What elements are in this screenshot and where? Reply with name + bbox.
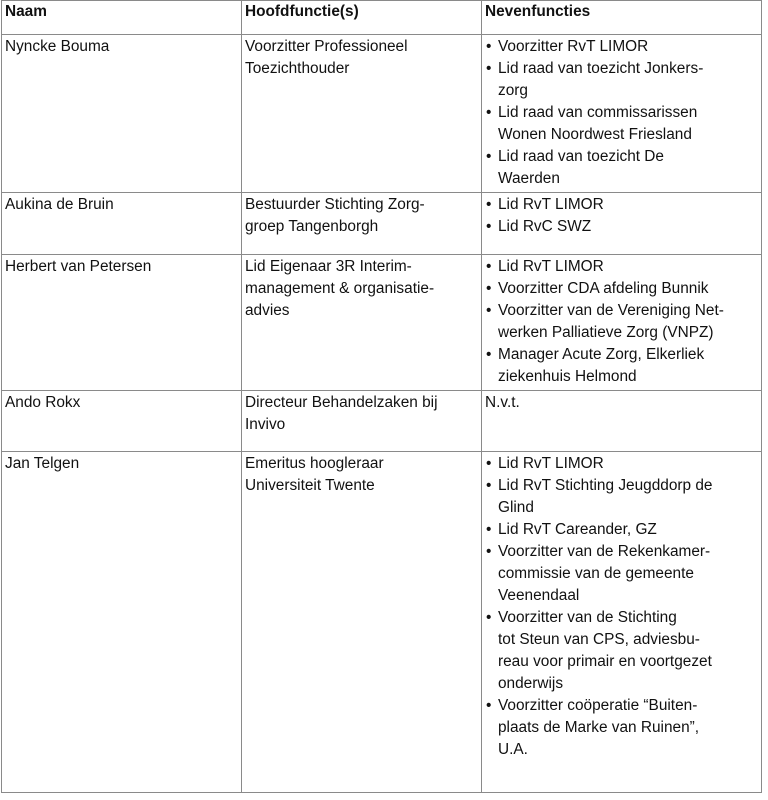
side-functions-list	[485, 36, 759, 190]
list-item: • Lid raad van toezicht Jonkers- zorg	[485, 58, 759, 102]
main-function-cell: Bestuurder Stichting Zorg- groep Tangenborgh	[242, 193, 482, 255]
main-function-cell: Directeur Behandelzaken bij Invivo	[242, 391, 482, 452]
table-row	[2, 35, 762, 193]
list-item: • Voorzitter coöperatie “Buiten- plaats de Marke van Ruinen”, U.A.	[485, 695, 759, 761]
main-function-cell: Emeritus hoogleraar Universiteit Twente	[242, 452, 482, 793]
list-item: • Lid RvC SWZ	[485, 216, 759, 238]
list-item: • Voorzitter van de Stichting tot Steun van CPS, adviesbu- reau voor primair en voortgezet onderwijs	[485, 607, 759, 695]
list-item: • Lid RvT LIMOR	[485, 194, 759, 216]
table-header-row	[2, 1, 762, 35]
list-item: • Voorzitter van de Rekenkamer- commissie van de gemeente Veenendaal	[485, 541, 759, 607]
side-functions-list	[485, 453, 759, 761]
side-functions-list	[485, 194, 759, 238]
header-naam: Naam	[2, 1, 242, 35]
list-item: • Manager Acute Zorg, Elkerliek ziekenhuis Helmond	[485, 344, 759, 388]
list-item: • Lid RvT Careander, GZ	[485, 519, 759, 541]
main-function-cell: Voorzitter Professioneel Toezichthouder	[242, 35, 482, 193]
side-functions-list	[485, 256, 759, 388]
list-item: • Voorzitter van de Vereniging Net- werken Palliatieve Zorg (VNPZ)	[485, 300, 759, 344]
name-cell: Nyncke Bouma	[2, 35, 242, 193]
list-item: • Voorzitter RvT LIMOR	[485, 36, 759, 58]
board-functions-table	[1, 0, 762, 793]
name-cell: Herbert van Petersen	[2, 255, 242, 391]
header-hoofdfuncties: Hoofdfunctie(s)	[242, 1, 482, 35]
list-item: • Voorzitter CDA afdeling Bunnik	[485, 278, 759, 300]
list-item: • Lid raad van toezicht De Waerden	[485, 146, 759, 190]
name-cell: Ando Rokx	[2, 391, 242, 452]
name-cell: Aukina de Bruin	[2, 193, 242, 255]
side-functions-cell	[482, 193, 762, 255]
side-functions-cell	[482, 35, 762, 193]
side-functions-cell	[482, 452, 762, 793]
list-item: • Lid raad van commissarissen Wonen Noordwest Friesland	[485, 102, 759, 146]
table-row	[2, 391, 762, 452]
list-item: • Lid RvT LIMOR	[485, 453, 759, 475]
list-item: • Lid RvT LIMOR	[485, 256, 759, 278]
table-row	[2, 452, 762, 793]
table-row	[2, 255, 762, 391]
header-nevenfuncties: Nevenfuncties	[482, 1, 762, 35]
table-row	[2, 193, 762, 255]
list-item: • Lid RvT Stichting Jeugddorp de Glind	[485, 475, 759, 519]
main-function-cell: Lid Eigenaar 3R Interim- management & organisatie- advies	[242, 255, 482, 391]
name-cell: Jan Telgen	[2, 452, 242, 793]
side-functions-cell: N.v.t.	[482, 391, 762, 452]
side-functions-cell	[482, 255, 762, 391]
